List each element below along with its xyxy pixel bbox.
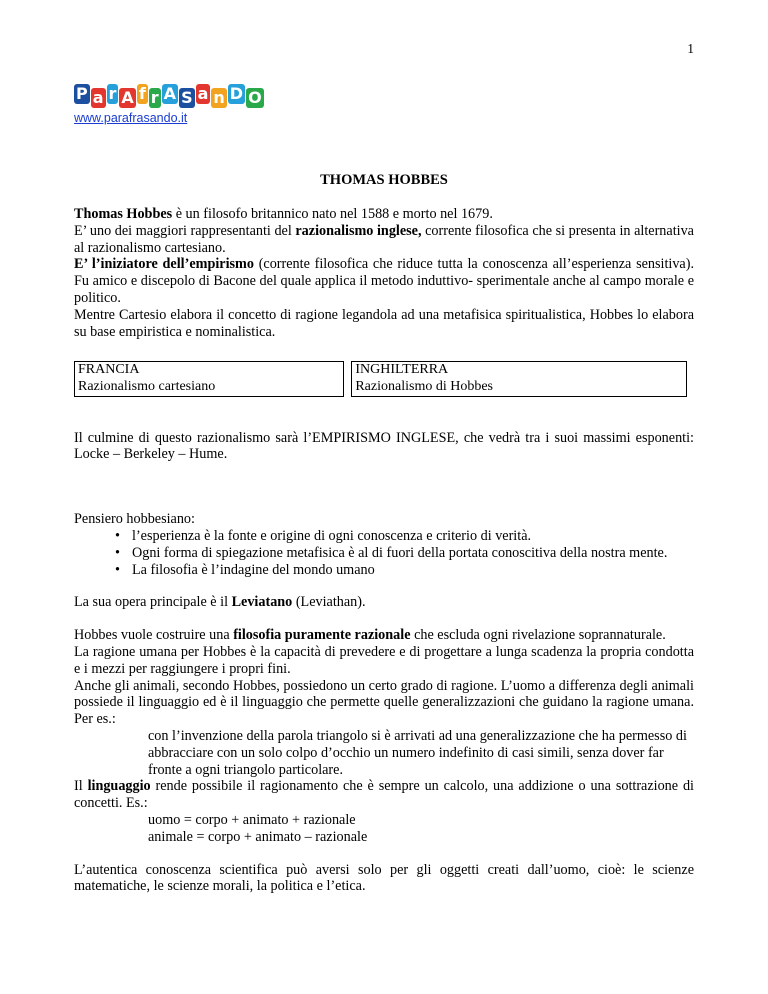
- text: Hobbes vuole costruire una: [74, 627, 234, 644]
- logo-letter: a: [197, 84, 209, 103]
- bold-text: E’ l’iniziatore dell’empirismo: [74, 256, 254, 273]
- ragione-paragraph-3: Anche gli animali, secondo Hobbes, possiedono un certo grado di ragione. L’uomo a differenza degli animali possiede il linguaggio ed è il linguaggio che permette quelle generalizzazioni che guidano la ragione umana. Per es.:: [74, 677, 694, 728]
- conclusion-paragraph: L’autentica conoscenza scientifica può aversi solo per gli oggetti creati dall’uomo, cioè: le scienze matematiche, le scienze morali, la politica e l’etica.: [74, 861, 694, 895]
- website-link[interactable]: www.parafrasando.it: [74, 111, 188, 125]
- equation-animale: animale = corpo + animato – razionale: [148, 828, 368, 845]
- intro-paragraph-1: [74, 206, 694, 223]
- pensiero-list: [74, 528, 694, 578]
- spacer: [74, 463, 694, 511]
- logo-letter: r: [108, 84, 117, 103]
- page-number: 1: [687, 41, 694, 56]
- spacer: [74, 846, 694, 862]
- logo-letter: A: [163, 84, 177, 103]
- logo-letter: n: [213, 88, 225, 107]
- text: è un filosofo britannico nato nel 1588 e morto nel 1679.: [172, 206, 493, 222]
- bold-text: Leviatano: [231, 594, 293, 611]
- logo-letter: a: [92, 88, 104, 107]
- intro-paragraph-4: Mentre Cartesio elabora il concetto di ragione legandola ad una metafisica spiritualistica, Hobbes lo elabora su base empiristica e nominalistica.: [74, 306, 694, 340]
- bold-text: linguaggio: [87, 778, 151, 795]
- bold-text: filosofia puramente razionale: [233, 627, 411, 644]
- text: rende possibile il ragionamento che è sempre un calcolo, una addizione o una sottrazione di concetti. Es.:: [74, 778, 694, 812]
- school-label: Razionalismo di Hobbes: [355, 378, 493, 394]
- logo-letter: O: [248, 88, 262, 107]
- text: E’ uno dei maggiori rappresentanti del: [74, 222, 296, 239]
- document-title: THOMAS HOBBES: [320, 172, 448, 188]
- logo-letter: D: [229, 84, 244, 103]
- culmine-paragraph: Il culmine di questo razionalismo sarà l’EMPIRISMO INGLESE, che vedrà tra i suoi massimi esponenti: Locke – Berkeley – Hume.: [74, 429, 694, 463]
- list-item: • La filosofia è l’indagine del mondo umano: [115, 562, 694, 579]
- text: (corrente filosofica che riduce tutta la conoscenza all’esperienza sensitiva). Fu amico e discepolo di Bacone del quale applica il metodo induttivo- sperimentale anche al campo morale e politico.: [74, 256, 694, 306]
- list-item: • Ogni forma di spiegazione metafisica è al di fuori della portata conoscitiva della nostra mente.: [115, 545, 694, 562]
- table-cell-francia: [74, 361, 344, 396]
- document-body: [74, 206, 694, 895]
- table-cell-inghilterra: [351, 361, 687, 396]
- parafrasando-logo: [74, 84, 264, 108]
- logo-letter: A: [121, 88, 134, 107]
- text: (Leviathan).: [292, 594, 366, 611]
- triangle-example: con l’invenzione della parola triangolo si è arrivati ad una generalizzazione che ha permesso di abbracciare con un solo colpo d’occhio un numero indefinito di casi simili, senza dover far fronte a ogni triangolo particolare.: [148, 727, 687, 778]
- logo-letter: f: [138, 84, 146, 103]
- logo-letter: r: [150, 88, 159, 107]
- ragione-paragraph-4: [74, 778, 694, 812]
- country-label: INGHILTERRA: [355, 362, 449, 378]
- bold-text: razionalismo inglese,: [295, 222, 422, 239]
- bold-text: Thomas Hobbes: [74, 206, 173, 222]
- ragione-paragraph-2: La ragione umana per Hobbes è la capacità di prevedere e di progettare a lunga scadenza la propria condotta e i mezzi per raggiungere i propri fini.: [74, 643, 694, 677]
- equation-uomo: uomo = corpo + animato + razionale: [148, 811, 356, 828]
- spacer: [74, 397, 694, 430]
- ragione-paragraph-1: [74, 627, 694, 644]
- opera-paragraph: [74, 594, 694, 611]
- text: corrente filosofica che si presenta in alternativa al razionalismo cartesiano.: [74, 222, 694, 256]
- list-item: • l’esperienza è la fonte e origine di ogni conoscenza e criterio di verità.: [115, 528, 694, 545]
- spacer: [74, 578, 694, 594]
- text: che escluda ogni rivelazione soprannaturale.: [410, 627, 666, 644]
- logo-letter: P: [76, 84, 88, 103]
- text: La sua opera principale è il: [74, 594, 232, 611]
- text: Il: [74, 778, 88, 795]
- logo-letter: S: [181, 88, 193, 107]
- intro-paragraph-2: [74, 223, 694, 257]
- spacer: [74, 611, 694, 627]
- school-label: Razionalismo cartesiano: [78, 378, 216, 394]
- country-label: FRANCIA: [78, 362, 140, 378]
- pensiero-heading: Pensiero hobbesiano:: [74, 511, 195, 528]
- table-row: [74, 361, 687, 396]
- intro-paragraph-3: [74, 256, 694, 306]
- comparison-table: [67, 361, 694, 396]
